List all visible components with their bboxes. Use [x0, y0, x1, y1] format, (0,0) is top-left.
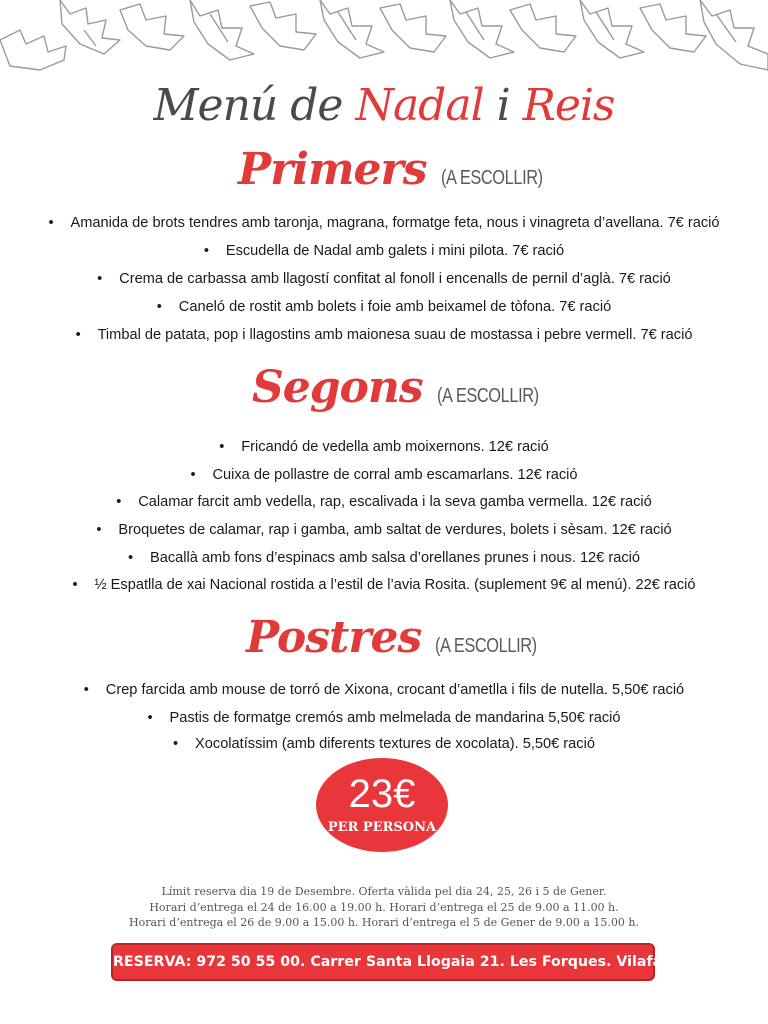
- bullet-icon: •: [116, 494, 122, 510]
- note-line: Horari d’entrega el 24 de 16.00 a 19.00 h. Horari d’entrega el 25 de 9.00 a 11.00 h.: [149, 900, 619, 914]
- holly-leaves-icon: [0, 0, 768, 72]
- bullet-icon: •: [75, 327, 81, 343]
- list-item: • Broquetes de calamar, rap i gamba, amb saltat de verdures, bolets i sèsam. 12€ ració: [96, 522, 672, 538]
- list-item: • Caneló de rostit amb bolets i foie amb beixamel de tòfona. 7€ ració: [156, 299, 612, 315]
- bullet-icon: •: [97, 271, 103, 287]
- list-item: • Pastis de formatge cremós amb melmelada de mandarina 5,50€ ració: [147, 710, 621, 726]
- booking-notes: [0, 884, 768, 931]
- list-item: • Crema de carbassa amb llagostí confitat al fonoll i encenalls de pernil d’aglà. 7€ ració: [97, 271, 671, 287]
- list-item: • Xocolatíssim (amb diferents textures de xocolata). 5,50€ ració: [173, 736, 595, 752]
- bullet-icon: •: [203, 243, 209, 259]
- bullet-icon: •: [190, 467, 196, 483]
- bullet-icon: •: [173, 736, 179, 752]
- bullet-icon: •: [219, 439, 225, 455]
- list-item: • Cuixa de pollastre de corral amb escamarlans. 12€ ració: [190, 467, 578, 483]
- bullet-icon: •: [156, 299, 162, 315]
- section-heading-postres: Postres (A ESCOLLIR): [246, 612, 538, 663]
- list-item: • Timbal de patata, pop i llagostins amb maionesa suau de mostassa i pebre vermell. 7€ ració: [75, 327, 693, 343]
- list-item: • ½ Espatlla de xai Nacional rostida a l’estil de l’avia Rosita. (suplement 9€ al menú). 22€ ració: [72, 577, 696, 593]
- bullet-icon: •: [147, 710, 153, 726]
- note-line: Límit reserva dia 19 de Desembre. Oferta vàlida pel dia 24, 25, 26 i 5 de Gener.: [161, 885, 607, 898]
- list-item: • Fricandó de vedella amb moixernons. 12€ ració: [219, 439, 549, 455]
- list-item: • Bacallà amb fons d’espinacs amb salsa d’orellanes prunes i nous. 12€ ració: [128, 550, 640, 566]
- bullet-icon: •: [72, 577, 78, 593]
- list-item: • Crep farcida amb mouse de torró de Xixona, crocant d’ametlla i fils de nutella. 5,50€ ració: [83, 682, 685, 698]
- list-item: • Calamar farcit amb vedella, rap, escalivada i la seva gamba vermella. 12€ ració: [116, 494, 652, 510]
- section-heading-segons: Segons (A ESCOLLIR): [252, 362, 539, 413]
- price-amount: 23€: [348, 772, 416, 816]
- page-title: Menú de Nadal i Reis: [153, 80, 615, 131]
- note-line: Horari d’entrega el 26 de 9.00 a 15.00 h. Horari d’entrega el 5 de Gener de 9.00 a 15.00 h.: [129, 916, 639, 929]
- list-item: • Escudella de Nadal amb galets i mini pilota. 7€ ració: [203, 243, 565, 259]
- section-heading-primers: Primers (A ESCOLLIR): [238, 144, 543, 195]
- bullet-icon: •: [83, 682, 89, 698]
- list-item: • Amanida de brots tendres amb taronja, magrana, formatge feta, nous i vinagreta d’avellana. 7€ ració: [48, 215, 720, 231]
- bullet-icon: •: [128, 550, 134, 566]
- bullet-icon: •: [96, 522, 102, 538]
- bullet-icon: •: [48, 215, 54, 231]
- price-label: PER PERSONA: [327, 820, 437, 835]
- reservation-banner: RESERVA: 972 50 55 00. Carrer Santa Llogaia 21. Les Forques. Vilafant: [111, 943, 655, 981]
- price-badge: [316, 758, 448, 852]
